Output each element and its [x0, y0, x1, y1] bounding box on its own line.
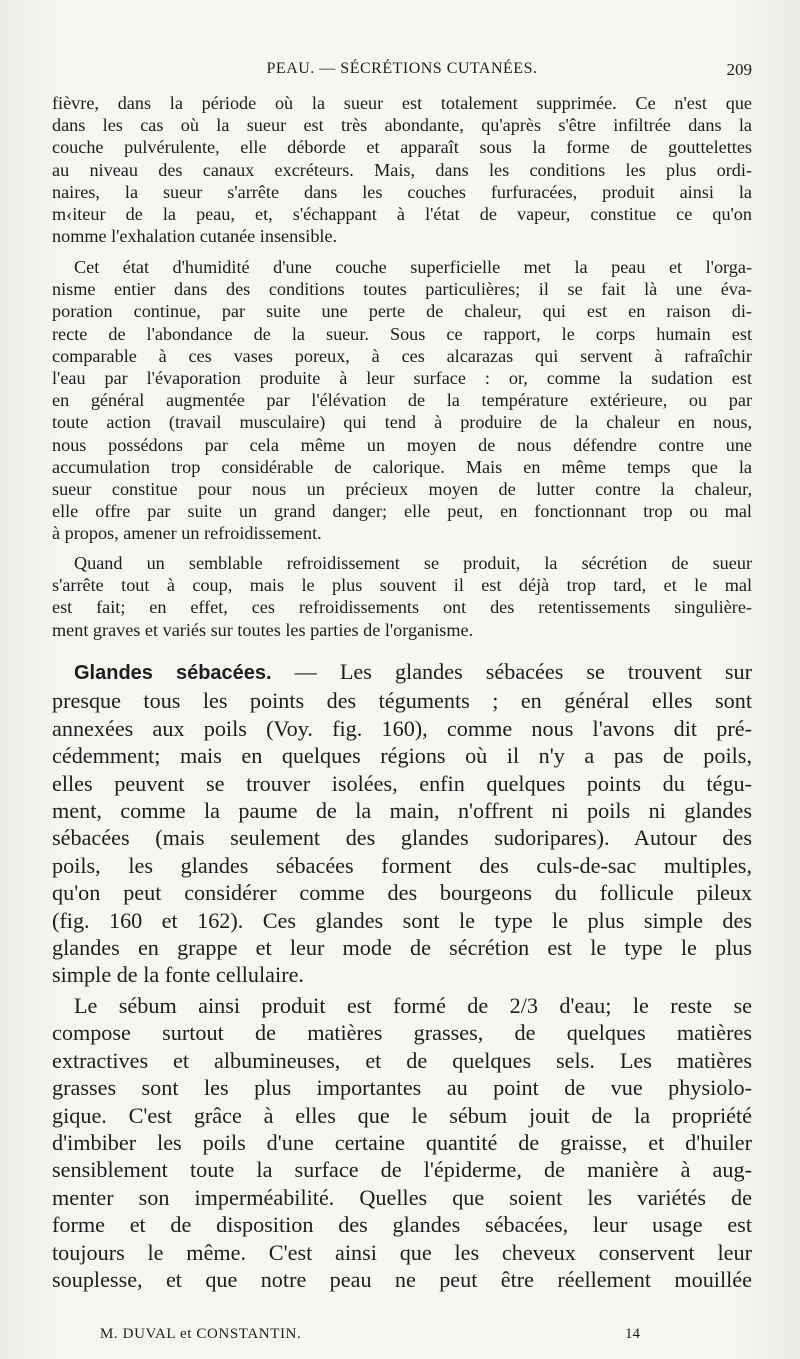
text-line: elles peuvent se trouver isolées, enfin quelques points du tégu-	[52, 770, 752, 796]
text-line: nous possédons par cela même un moyen de nous défendre contre une	[52, 434, 752, 455]
paragraph-sebum	[52, 992, 752, 1293]
sheet-signature: 14	[625, 1326, 640, 1342]
heading-continuation: — Les glandes sébacées se trouvent sur	[271, 659, 753, 684]
text-line: Cet état d'humidité d'une couche superficielle met la peau et l'orga-	[74, 257, 752, 277]
text-line: presque tous les points des téguments ; en général elles sont	[52, 688, 752, 714]
text-line: qu'on peut considérer comme des bourgeons du follicule pileux	[52, 880, 752, 906]
text-line: m‹iteur de la peau, et, s'échappant à l'état de vapeur, constitue ce qu'on	[52, 204, 752, 225]
paragraph-chill	[52, 552, 752, 641]
text-line: à propos, amener un refroidissement.	[52, 523, 322, 544]
text-line: gique. C'est grâce à elles que le sébum jouit de la propriété	[52, 1102, 752, 1128]
text-line: sébacées (mais seulement des glandes sudoripares). Autour des	[52, 825, 752, 851]
section-sebaceous-glands	[52, 658, 752, 989]
text-line: l'eau par l'évaporation produite à leur surface : or, comme la sudation est	[52, 368, 752, 389]
text-line: (fig. 160 et 162). Ces glandes sont le type le plus simple des	[52, 907, 752, 933]
text-line: couche pulvérulente, elle déborde et apparaît sous la forme de gouttelettes	[52, 137, 752, 158]
text-line: elle offre par suite un grand danger; elle peut, en fonctionnant trop ou mal	[52, 501, 752, 522]
footer-authors: M. DUVAL et CONSTANTIN.	[100, 1326, 302, 1342]
text-line: menter son imperméabilité. Quelles que soient les variétés de	[52, 1184, 752, 1210]
section-heading: Glandes sébacées.	[74, 662, 272, 684]
text-line: accumulation trop considérable de calorique. Mais en même temps que la	[52, 456, 752, 477]
page-number: 209	[726, 60, 752, 79]
text-line: forme et de disposition des glandes sébacées, leur usage est	[52, 1212, 752, 1238]
text-line: toujours le même. C'est ainsi que les cheveux conservent leur	[52, 1239, 752, 1265]
text-line: compose surtout de matières grasses, de quelques matières	[52, 1020, 752, 1046]
text-line: d'imbiber les poils d'une certaine quantité de graisse, et d'huiler	[52, 1130, 752, 1156]
text-line: annexées aux poils (Voy. fig. 160), comme nous l'avons dit pré-	[52, 715, 752, 741]
text-line: en général augmentée par l'élévation de la température extérieure, ou par	[52, 390, 752, 411]
text-line: ment, comme la paume de la main, n'offrent ni poils ni glandes	[52, 798, 752, 824]
text-line: glandes en grappe et leur mode de sécrétion est le type le plus	[52, 935, 752, 961]
text-line: ment graves et variés sur toutes les parties de l'organisme.	[52, 619, 474, 640]
text-line: Quand un semblable refroidissement se produit, la sécrétion de sueur	[74, 553, 752, 573]
text-line	[52, 658, 752, 687]
text-line: Le sébum ainsi produit est formé de 2/3 d'eau; le reste se	[74, 993, 752, 1018]
text-line: comparable à ces vases poreux, à ces alcarazas qui servent à rafraîchir	[52, 345, 752, 366]
text-line: souplesse, et que notre peau ne peut être réellement mouillée	[52, 1267, 752, 1293]
text-line: grasses sont les plus importantes au point de vue physiolo-	[52, 1075, 752, 1101]
text-line: extractives et albumineuses, et de quelques sels. Les matières	[52, 1047, 752, 1073]
text-line: sensiblement toute la surface de l'épiderme, de manière à aug-	[52, 1157, 752, 1183]
page-header	[52, 60, 752, 84]
text-line: nomme l'exhalation cutanée insensible.	[52, 226, 338, 247]
text-line: est fait; en effet, ces refroidissements ont des retentissements singulière-	[52, 597, 752, 618]
text-line: au niveau des canaux excréteurs. Mais, dans les conditions les plus ordi-	[52, 159, 752, 180]
text-line: poration continue, par suite une perte de chaleur, qui est en raison di-	[52, 301, 752, 322]
text-line: sueur constitue pour nous un précieux moyen de lutter contre la chaleur,	[52, 479, 752, 500]
text-line: naires, la sueur s'arrête dans les couches furfuracées, produit ainsi la	[52, 181, 752, 202]
text-line: poils, les glandes sébacées forment des culs-de-sac multiples,	[52, 852, 752, 878]
text-line: cédemment; mais en quelques régions où il n'y a pas de poils,	[52, 743, 752, 769]
text-line: dans les cas où la sueur est très abondante, qu'après s'être infiltrée dans la	[52, 115, 752, 136]
text-line: s'arrête tout à coup, mais le plus souvent il est déjà trop tard, et le mal	[52, 575, 752, 596]
text-line: simple de la fonte cellulaire.	[52, 962, 304, 988]
page-footer	[100, 1326, 640, 1346]
text-line: nisme entier dans des conditions toutes particulières; il se fait là une éva-	[52, 279, 752, 300]
paragraph-humidity	[52, 256, 752, 545]
running-title: PEAU. — SÉCRÉTIONS CUTANÉES.	[266, 60, 538, 77]
paragraph-perspiration-end	[52, 92, 752, 247]
text-line: recte de l'abondance de la sueur. Sous ce rapport, le corps humain est	[52, 323, 752, 344]
text-line: toute action (travail musculaire) qui tend à produire de la chaleur en nous,	[52, 412, 752, 433]
text-line: fièvre, dans la période où la sueur est totalement supprimée. Ce n'est que	[52, 93, 752, 113]
